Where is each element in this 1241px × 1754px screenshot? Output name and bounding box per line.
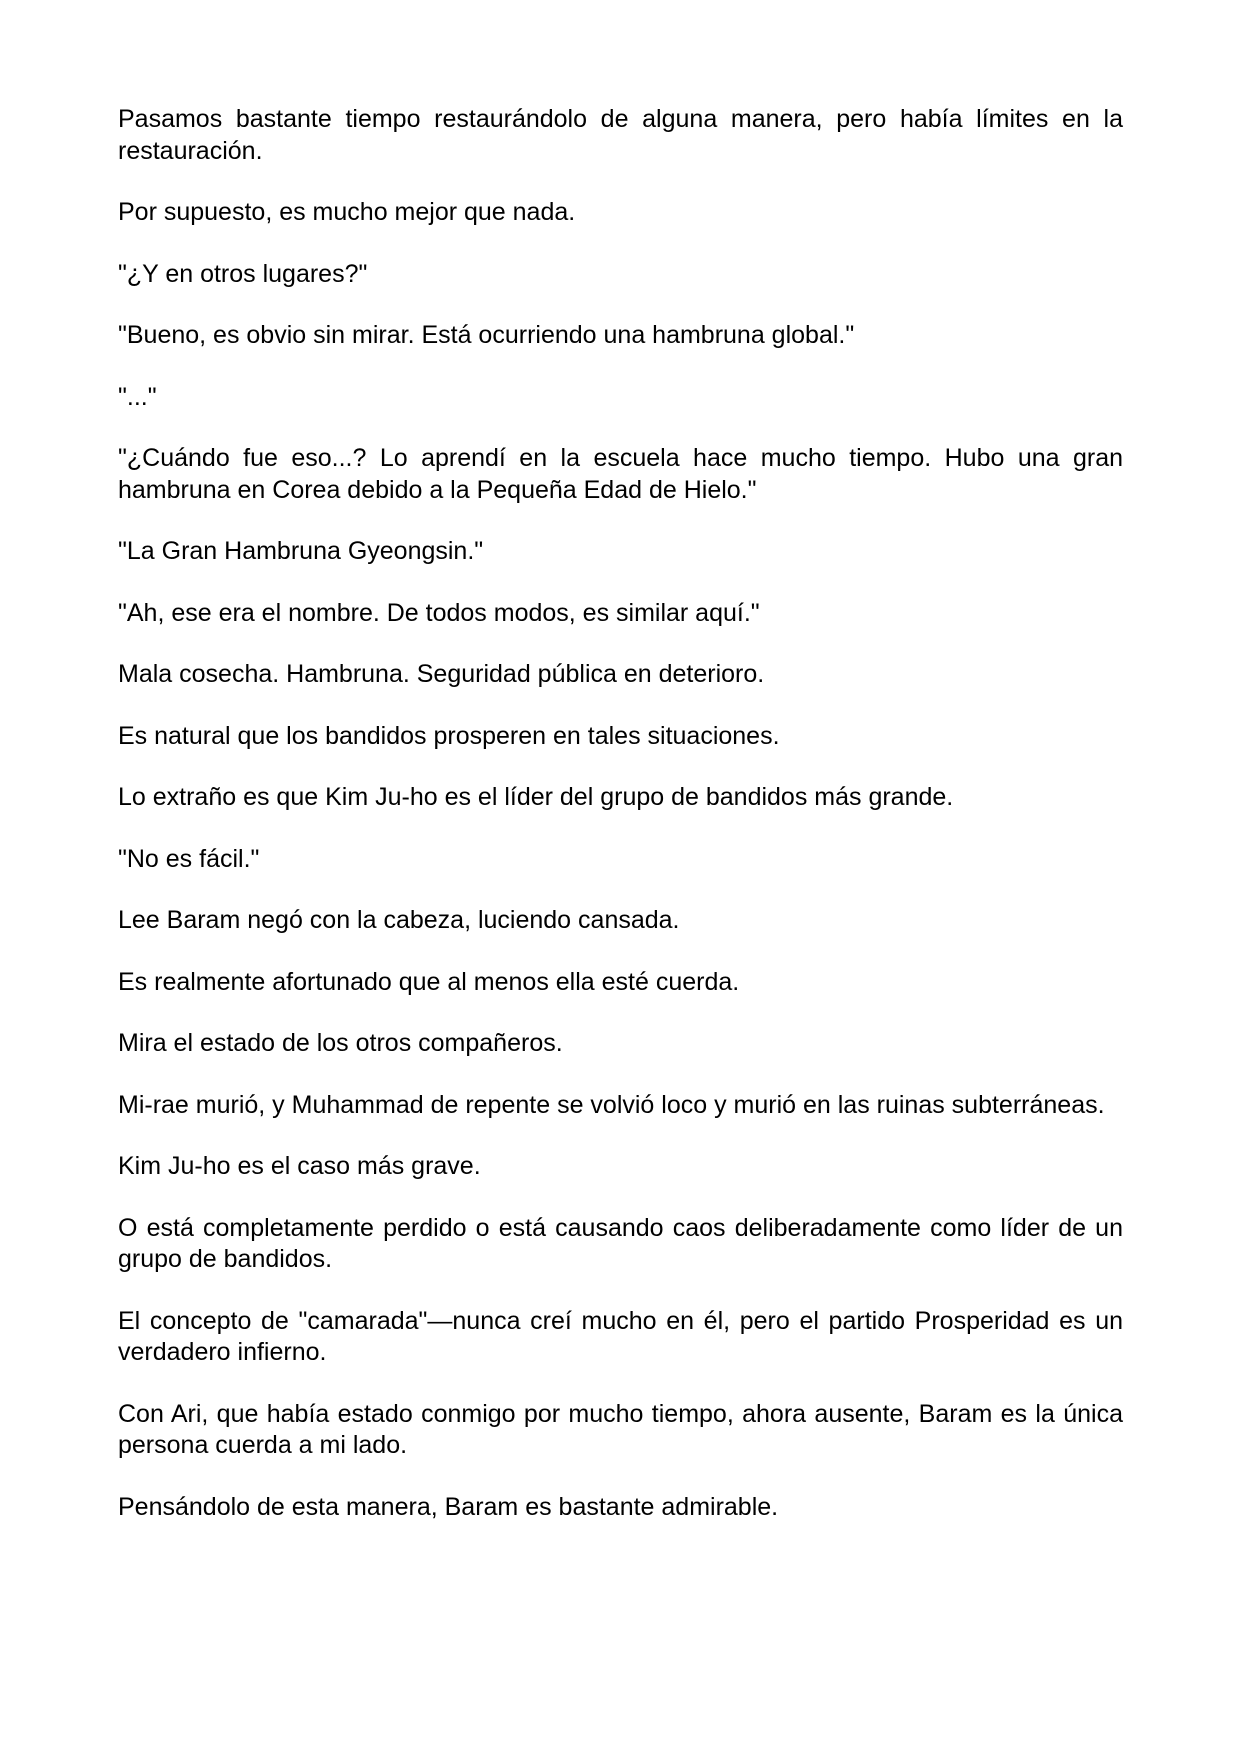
paragraph: "No es fácil." <box>118 844 260 873</box>
document-page <box>118 104 1123 1553</box>
paragraph: Lo extraño es que Kim Ju-ho es el líder del grupo de bandidos más grande. <box>118 783 954 811</box>
paragraph: Mi-rae murió, y Muhammad de repente se volvió loco y murió en las ruinas subterráneas. <box>118 1090 1105 1119</box>
paragraph: Mira el estado de los otros compañeros. <box>118 1029 563 1057</box>
paragraph: Pasamos bastante tiempo restaurándolo de alguna manera, pero había límites en la restauración. <box>118 105 1123 165</box>
paragraph: "Ah, ese era el nombre. De todos modos, es similar aquí." <box>118 598 760 627</box>
paragraph: "¿Cuándo fue eso...? Lo aprendí en la escuela hace mucho tiempo. Hubo una gran hambruna en Corea debido a la Pequeña Edad de Hielo." <box>118 444 1123 504</box>
paragraph: El concepto de "camarada"—nunca creí mucho en él, pero el partido Prosperidad es un verdadero infierno. <box>118 1306 1123 1366</box>
paragraph: "La Gran Hambruna Gyeongsin." <box>118 537 484 565</box>
paragraph: Mala cosecha. Hambruna. Seguridad pública en deterioro. <box>118 660 765 688</box>
paragraph: Lee Baram negó con la cabeza, luciendo cansada. <box>118 906 680 934</box>
paragraph: Pensándolo de esta manera, Baram es bastante admirable. <box>118 1492 779 1521</box>
paragraph: "Bueno, es obvio sin mirar. Está ocurriendo una hambruna global." <box>118 321 855 349</box>
paragraph: Con Ari, que había estado conmigo por mucho tiempo, ahora ausente, Baram es la única persona cuerda a mi lado. <box>118 1399 1123 1459</box>
paragraph: Por supuesto, es mucho mejor que nada. <box>118 198 576 226</box>
paragraph: Kim Ju-ho es el caso más grave. <box>118 1152 481 1180</box>
paragraph: "..." <box>118 382 157 411</box>
paragraph: Es realmente afortunado que al menos ella esté cuerda. <box>118 967 740 996</box>
paragraph: O está completamente perdido o está causando caos deliberadamente como líder de un grupo de bandidos. <box>118 1213 1123 1273</box>
paragraph: "¿Y en otros lugares?" <box>118 259 368 288</box>
paragraph: Es natural que los bandidos prosperen en tales situaciones. <box>118 721 780 750</box>
